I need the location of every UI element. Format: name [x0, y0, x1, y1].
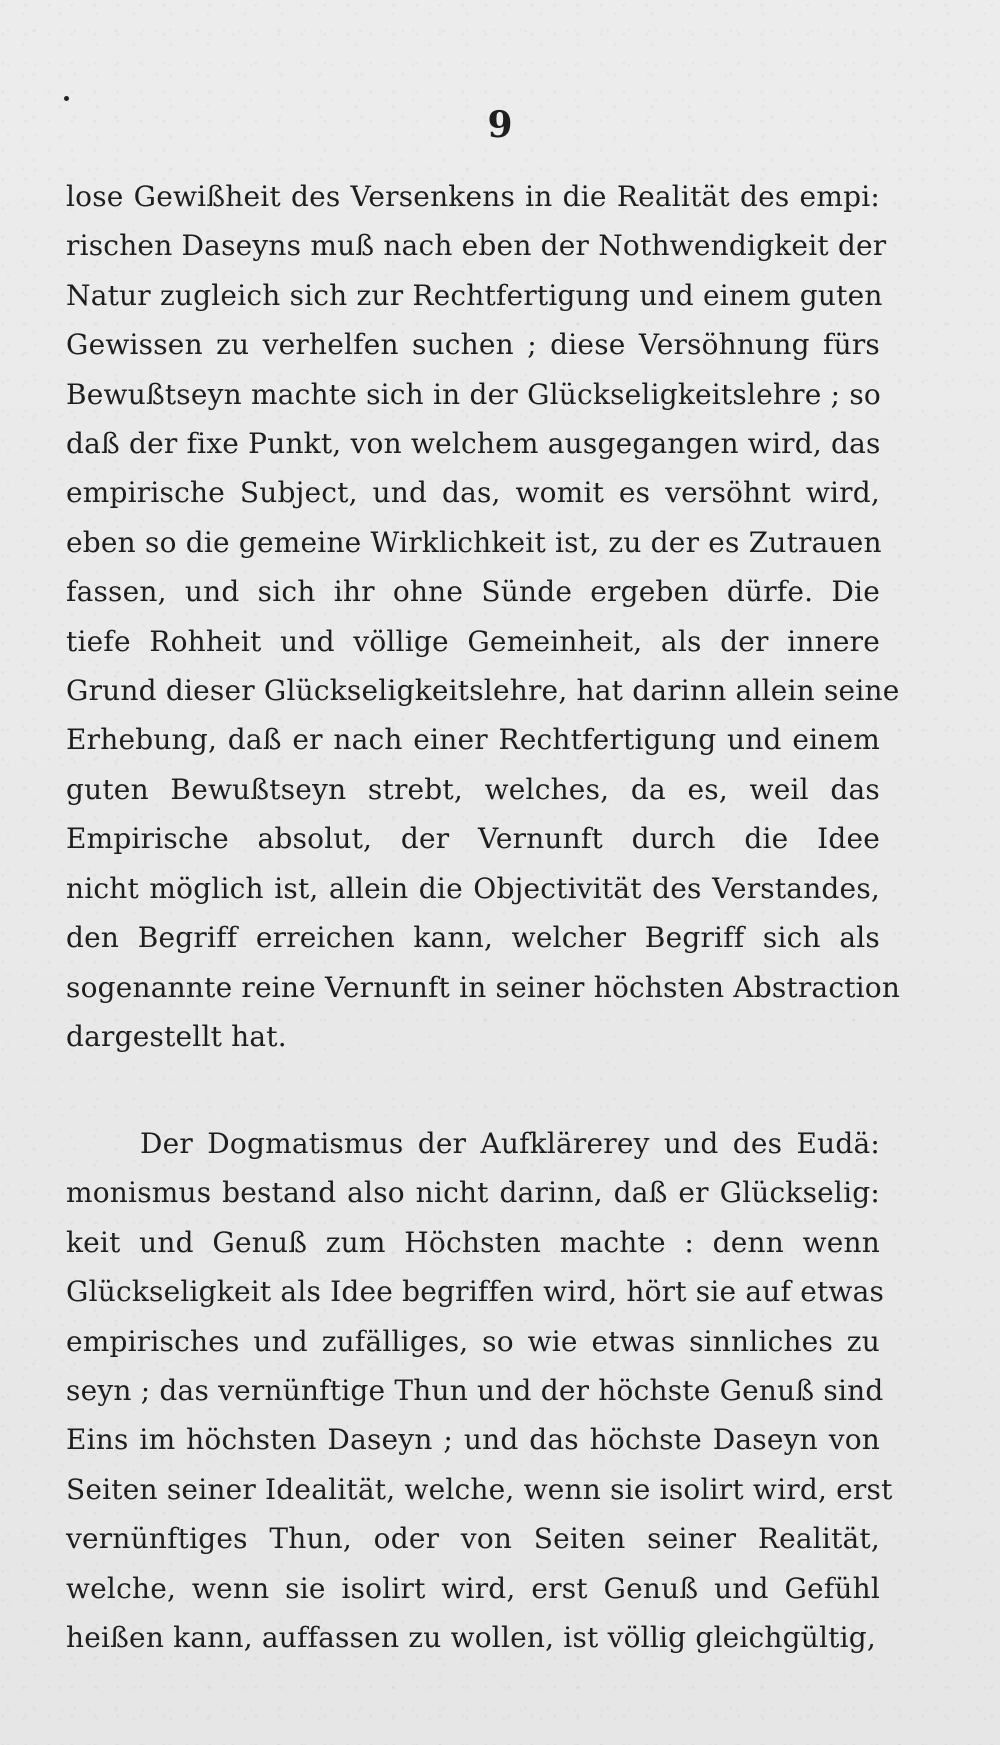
text-line: Natur zugleich sich zur Rechtfertigung und einem guten [66, 278, 883, 312]
text-line: Grund dieser Glückseligkeitslehre, hat darinn allein seine [66, 674, 900, 708]
text-line: sogenannte reine Vernunft in seiner höchsten Abstraction [66, 970, 901, 1004]
text-line: Bewußtseyn machte sich in der Glückseligkeitslehre ; so [66, 377, 881, 411]
text-line: daß der fixe Punkt, von welchem ausgegangen wird, das [66, 427, 881, 461]
page-number: 9 [487, 104, 513, 146]
text-line: rischen Daseyns muß nach eben der Nothwendigkeit der [66, 229, 887, 263]
text-line: keit und Genuß zum Höchsten machte : denn wenn [66, 1225, 880, 1259]
text-line: dargestellt hat. [66, 1019, 287, 1053]
text-line: eben so die gemeine Wirklichkeit ist, zu der es Zutrauen [66, 525, 882, 559]
text-line: Seiten seiner Idealität, welche, wenn sie isolirt wird, erst [66, 1472, 893, 1506]
ink-dot [64, 96, 69, 101]
text-line: nicht möglich ist, allein die Objectivität des Verstandes, [66, 871, 880, 905]
text-line: welche, wenn sie isolirt wird, erst Genuß und Gefühl [66, 1571, 880, 1605]
text-line: vernünftiges Thun, oder von Seiten seiner Realität, [66, 1522, 880, 1556]
text-line: Gewissen zu verhelfen suchen ; diese Versöhnung fürs [66, 328, 880, 362]
text-line: guten Bewußtseyn strebt, welches, da es, weil das [66, 772, 880, 806]
text-line: Der Dogmatismus der Aufklärerey und des Eudä: [140, 1127, 880, 1160]
text-line: empirisches und zufälliges, so wie etwas sinnliches zu [66, 1324, 880, 1358]
text-line: Erhebung, daß er nach einer Rechtfertigung und einem [66, 723, 880, 757]
paragraph-1 [66, 172, 901, 1061]
text-line: lose Gewißheit des Versenkens in die Realität des empi: [66, 180, 880, 213]
text-line: empirische Subject, und das, womit es versöhnt wird, [66, 476, 880, 510]
text-line: Eins im höchsten Daseyn ; und das höchste Daseyn von [66, 1423, 880, 1457]
text-line: tiefe Rohheit und völlige Gemeinheit, als der innere [66, 624, 880, 658]
text-line: heißen kann, auffassen zu wollen, ist völlig gleichgültig, [66, 1621, 877, 1655]
text-line: den Begriff erreichen kann, welcher Begriff sich als [66, 921, 880, 955]
text-line: fassen, und sich ihr ohne Sünde ergeben dürfe. Die [66, 575, 880, 609]
text-line: seyn ; das vernünftige Thun und der höchste Genuß sind [66, 1374, 884, 1408]
paragraph-2 [66, 1119, 893, 1662]
text-line: monismus bestand also nicht darinn, daß er Glückselig: [66, 1176, 880, 1210]
text-line: Empirische absolut, der Vernunft durch die Idee [66, 822, 880, 856]
text-line: Glückseligkeit als Idee begriffen wird, hört sie auf etwas [66, 1275, 885, 1309]
